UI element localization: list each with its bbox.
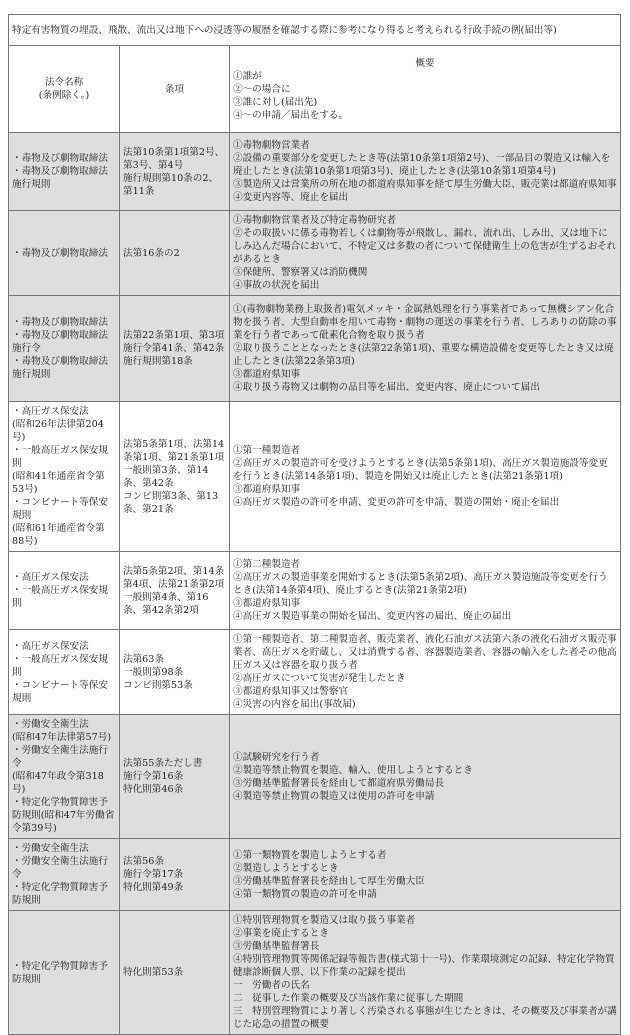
summary-cell [230, 911, 621, 1035]
summary-cell [230, 839, 621, 911]
summary-line: ④製造等禁止物質の製造又は使用の許可を申請 [233, 790, 435, 802]
summary-cell [230, 402, 621, 552]
table-row [9, 911, 621, 1035]
summary-line: ③労働基準監督署長を経由して都道府県労働局長 [233, 777, 445, 789]
summary-line: ①第二種製造者 [233, 559, 301, 570]
law-name-line: ・一般高圧ガス保安規則 [12, 585, 108, 609]
header-law-line: 法令名称 [44, 77, 84, 88]
header-summary-title: 概要 [415, 57, 435, 69]
law-name-cell [9, 133, 120, 211]
article-line: 法第10条第1項第2号、第3号、第4号 [123, 146, 225, 171]
article-cell [120, 211, 230, 296]
summary-line: ①毒物劇物営業者 [233, 140, 310, 151]
article-cell [120, 630, 230, 715]
table-title: 特定有害物質の埋設、飛散、流出又は地下への浸透等の履歴を確認する際に参考になり得ると考えられる行政手続の例(届出等) [9, 15, 621, 46]
law-name-line: ・高圧ガス保安法 [12, 406, 89, 417]
summary-line: ④高圧ガス製造事業の開始を届出、変更内容の届出、廃止の届出 [233, 611, 512, 622]
header-summary [230, 46, 621, 133]
summary-line: ①毒物劇物営業者及び特定毒物研究者 [233, 215, 397, 226]
law-name-line: ・労働安全衛生法施行令 [12, 856, 108, 880]
summary-cell [230, 630, 621, 715]
law-name-cell [9, 630, 120, 715]
table-row [9, 296, 621, 402]
summary-line: ③労働基準監督署長を経由して厚生労働大臣 [233, 875, 425, 887]
article-line: 特化則第46条 [123, 784, 184, 795]
article-cell [120, 715, 230, 839]
law-name-cell [9, 552, 120, 630]
summary-line: ③都道府県知事又は警察官 [233, 686, 349, 697]
summary-line: ③都道府県知事 [233, 369, 301, 380]
article-line: 特化則第53条 [123, 967, 184, 978]
summary-line: ①第一種製造者 [233, 445, 301, 456]
summary-line: ②高圧ガスについて災害が発生したとき [233, 673, 406, 684]
article-line: 法第5条第2項、第14条第4項、法第21条第2項 [123, 565, 225, 590]
article-line: 施行規則第10条の2、第11条 [123, 172, 219, 197]
summary-line: ③都道府県知事 [233, 598, 301, 609]
article-cell [120, 402, 230, 552]
summary-cell [230, 552, 621, 630]
summary-line: ②製造しようとするとき [233, 862, 339, 874]
summary-line: ③保健所、警察署又は消防機関 [233, 267, 368, 278]
law-name-line: ・労働安全衛生法 [12, 719, 89, 730]
law-name-line: ・毒物及び劇物取締法 [12, 153, 108, 164]
law-name-line: ・一般高圧ガス保安規則 [12, 653, 108, 678]
table-row [9, 630, 621, 715]
header-article: 条項 [120, 46, 230, 133]
law-name-cell [9, 402, 120, 552]
law-name-line: (昭和47年政令第318号) [12, 771, 104, 795]
article-cell [120, 552, 230, 630]
title-row [9, 15, 621, 46]
article-line: 法第22条第1項、第3項 [123, 330, 225, 341]
header-summary-line: ①誰が [233, 70, 262, 82]
summary-cell [230, 211, 621, 296]
law-name-line: ・毒物及び劇物取締法施行規則 [12, 166, 108, 190]
summary-line: ②その取扱いに係る毒物若しくは劇物等が飛散し、漏れ、流れ出、しみ出、又は地下にしみ込んだ場合において、不特定又は多数の者について保健衛生上の危害が生ずるおそれがあるとき [233, 228, 617, 265]
summary-line: ④第一類物質の製造の許可を申請 [233, 888, 377, 900]
summary-line: ②高圧ガスの製造許可を受けようとするとき(法第5条第1項)、高圧ガス製造施設等変更を行うとき(法第14条第1項)、製造を開始又は廃止したとき(法第21条第1項) [233, 458, 608, 482]
law-name-line: ・毒物及び劇物取締法 [12, 317, 108, 328]
law-name-line: ・特定化学物質障害予防規則 [12, 882, 108, 906]
summary-line: ③都道府県知事 [233, 484, 301, 495]
article-cell [120, 296, 230, 402]
summary-cell [230, 715, 621, 839]
article-line: 法第63条 [123, 653, 164, 665]
law-name-line: ・コンビナート等保安規則 [12, 497, 108, 521]
summary-line: ②製造等禁止物質を製造、輸入、使用しようとするとき [233, 764, 473, 776]
law-name-line: ・毒物及び劇物取締法 [12, 247, 108, 259]
header-summary-line: ④～の申請／届出をする。 [233, 109, 349, 121]
summary-line: 一 労働者の氏名 [233, 980, 310, 991]
summary-line: ①第一類物質を製造しようとする者 [233, 849, 387, 861]
article-line: 一般則第98条 [123, 666, 184, 678]
article-line: 施行規則第18条 [123, 356, 193, 367]
table-row [9, 211, 621, 296]
summary-line: ③製造所又は営業所の所在地の都道府県知事を経て厚生労働大臣、販売業は都道府県知事 [233, 179, 617, 190]
law-name-line: ・コンビナート等保安規則 [12, 679, 108, 704]
summary-line: 三 特別管理物質により著しく汚染される事態が生じたときは、その概要及び事業者が講じた応急の措置の概要 [233, 1006, 617, 1030]
law-name-line: ・特定化学物質障害予防規則 [12, 960, 108, 985]
article-line: 一般則第4条、第16条、第42条第2項 [123, 591, 209, 616]
summary-line: ②取り扱うこととなったとき(法第22条第1項)、重要な構造設備を変更等したとき又は廃止したとき(法第22条第3項) [233, 343, 614, 367]
header-summary-line: ②～の場合に [233, 83, 291, 95]
article-cell [120, 133, 230, 211]
table-row [9, 402, 621, 552]
law-name-line: ・毒物及び劇物取締法施行令 [12, 330, 108, 354]
law-name-line: ・労働安全衛生法施行令 [12, 745, 108, 769]
law-name-cell [9, 911, 120, 1035]
law-name-cell [9, 296, 120, 402]
table-row [9, 133, 621, 211]
procedures-table [8, 14, 621, 1035]
article-line: 施行令第17条 [123, 869, 184, 880]
law-name-cell [9, 839, 120, 911]
law-name-cell [9, 715, 120, 839]
table-row [9, 552, 621, 630]
summary-line: ④事故の状況を届出 [233, 280, 320, 291]
table-row [9, 715, 621, 839]
article-line: 施行令第16条 [123, 771, 184, 782]
summary-line: ①第一種製造者、第二種製造者、販売業者、液化石油ガス法第六条の液化石油ガス販売事業者、高圧ガスを貯蔵し、又は消費する者、容器製造業者、容器の輸入をした者その他高圧ガス又は容器を取り扱う者 [233, 634, 617, 671]
article-line: 法第55条ただし書 [123, 758, 203, 769]
article-line: 法第5条第1項、法第14条第1項、第21条第1項 [123, 438, 225, 463]
summary-line: ④変更内容等、廃止を届出 [233, 192, 349, 203]
article-cell [120, 911, 230, 1035]
summary-cell [230, 296, 621, 402]
law-name-line: (昭和61年通産省令第88号) [12, 523, 105, 547]
summary-line: ①(毒物劇物業務上取扱者)電気メッキ・金属熱処理を行う事業者であって無機シアン化合物を扱う者、大型自動車を用いて毒物・劇物の運送の事業を行う者、しろありの防除の事業を行う者であって砒素化合物を取り扱う者 [233, 304, 617, 341]
summary-line: 二 従事した作業の概要及び当該作業に従事した期間 [233, 993, 464, 1004]
article-line: コンビ則第53条 [123, 679, 193, 691]
law-name-line: ・毒物及び劇物取締法施行規則 [12, 356, 108, 380]
summary-line: ④特別管理物質等関係記録等報告書(様式第十一号)、作業環境測定の記録、特定化学物質健康診断個人票、以下作業の記録を提出 [233, 954, 615, 978]
summary-line: ①試験研究を行う者 [233, 751, 320, 763]
law-name-line: ・高圧ガス保安法 [12, 572, 89, 583]
law-name-line: ・労働安全衛生法 [12, 843, 89, 854]
table-row [9, 839, 621, 911]
article-line: 法第56条 [123, 856, 164, 867]
header-summary-line: ③誰に対し(届出先) [233, 96, 318, 108]
summary-line: ④高圧ガス製造の許可を申請、変更の許可を申請、製造の開始・廃止を届出 [233, 497, 560, 508]
law-name-line: ・特定化学物質障害予防規則(昭和47年労働省令第39号) [12, 797, 115, 834]
article-line: 法第16条の2 [123, 247, 180, 259]
law-name-cell [9, 211, 120, 296]
summary-line: ②高圧ガスの製造事業を開始するとき(法第5条第2項)、高圧ガス製造施設等変更を行うとき(法第14条第4項)、廃止するとき(法第21条第2項) [233, 572, 608, 596]
article-line: 一般則第3条、第14条、第42条 [123, 464, 209, 489]
article-line: コンビ則第3条、第13条、第21条 [123, 490, 219, 515]
law-name-line: (昭和41年通産省令第53号) [12, 471, 105, 495]
summary-line: ②事業を廃止するとき [233, 928, 329, 939]
article-line: 特化則第49条 [123, 882, 184, 893]
header-law-name [9, 46, 120, 133]
summary-line: ④災害の内容を届出(事故届) [233, 699, 356, 710]
law-name-line: ・一般高圧ガス保安規則 [12, 445, 108, 469]
summary-line: ③労働基準監督署長 [233, 941, 320, 952]
summary-cell [230, 133, 621, 211]
article-cell [120, 839, 230, 911]
summary-line: ①特別管理物質を製造又は取り扱う事業者 [233, 915, 416, 926]
article-line: 施行令第41条、第42条 [123, 343, 225, 354]
law-name-line: (昭和26年法律第204号) [12, 419, 104, 443]
header-law-line: (条例除く。) [38, 90, 90, 101]
summary-line: ④取り扱う毒物又は劇物の品目等を届出、変更内容、廃止について届出 [233, 382, 540, 393]
header-row [9, 46, 621, 133]
law-name-line: ・高圧ガス保安法 [12, 640, 89, 652]
summary-line: ②設備の重要部分を変更したとき等(法第10条第1項第2号)、一部品目の製造又は輸入を廃止したとき(法第10条第1項第3号)、廃止したとき(法第10条第1項第4号) [233, 153, 611, 177]
law-name-line: (昭和47年法律第57号) [12, 732, 112, 743]
